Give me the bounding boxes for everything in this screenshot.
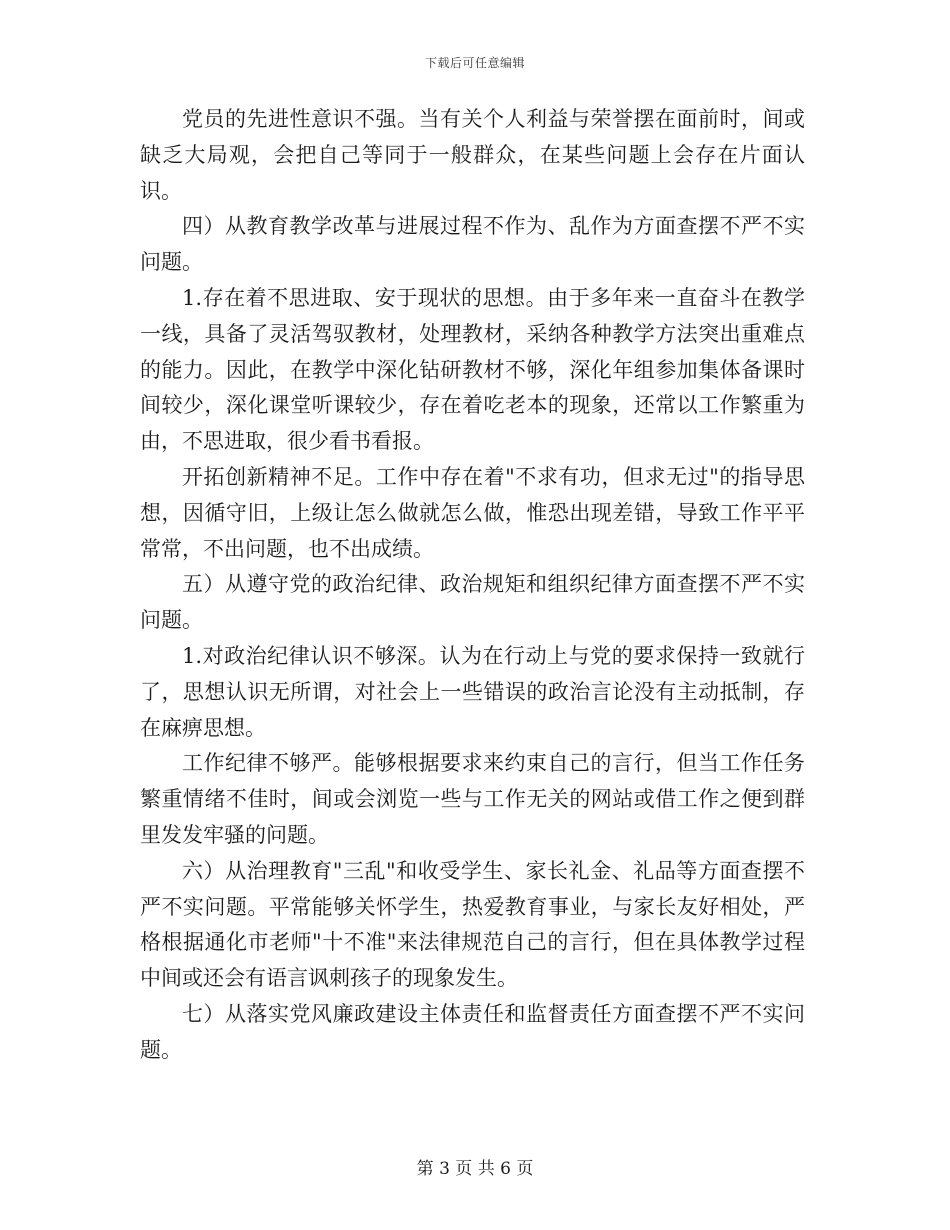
page-header: 下载后可任意编辑 — [424, 56, 525, 70]
page-number: 第 3 页 共 6 页 — [416, 1159, 534, 1179]
section-heading: 六）从治理教育"三乱"和收受学生、家长礼金、礼品等方面查摆不严不实问题。平常能够关怀学生，热爱教育事业，与家长友好相处，严格根据通化市老师"十不准"来法律规范自己的言行，但在具体教学过程中间或还会有语言讽刺孩子的现象发生。 — [140, 858, 805, 991]
paragraph: 1.存在着不思进取、安于现状的思想。由于多年来一直奋斗在教学一线，具备了灵活驾驭教材，处理教材，采纳各种教学方法突出重难点的能力。因此，在教学中深化钻研教材不够，深化年组参加集体备课时间较少，深化课堂听课较少，存在着吃老本的现象，还常以工作繁重为由，不思进取，很少看书看报。 — [140, 285, 805, 454]
paragraph: 1.对政治纪律认识不够深。认为在行动上与党的要求保持一致就行了，思想认识无所谓，对社会上一些错误的政治言论没有主动抵制，存在麻痹思想。 — [140, 643, 805, 740]
section-heading: 五）从遵守党的政治纪律、政治规矩和组织纪律方面查摆不严不实问题。 — [140, 572, 805, 633]
section-heading: 四）从教育教学改革与进展过程不作为、乱作为方面查摆不严不实问题。 — [140, 214, 805, 275]
document-body — [140, 102, 805, 1069]
paragraph: 开拓创新精神不足。工作中存在着"不求有功，但求无过"的指导思想，因循守旧，上级让怎么做就怎么做，惟恐出现差错，导致工作平平常常，不出问题，也不出成绩。 — [140, 464, 805, 561]
paragraph: 党员的先进性意识不强。当有关个人利益与荣誉摆在面前时，间或缺乏大局观，会把自己等同于一般群众，在某些问题上会存在片面认识。 — [140, 107, 805, 203]
paragraph: 工作纪律不够严。能够根据要求来约束自己的言行，但当工作任务繁重情绪不佳时，间或会浏览一些与工作无关的网站或借工作之便到群里发发牢骚的问题。 — [140, 751, 805, 847]
section-heading: 七）从落实党风廉政建设主体责任和监督责任方面查摆不严不实问题。 — [140, 1001, 805, 1062]
